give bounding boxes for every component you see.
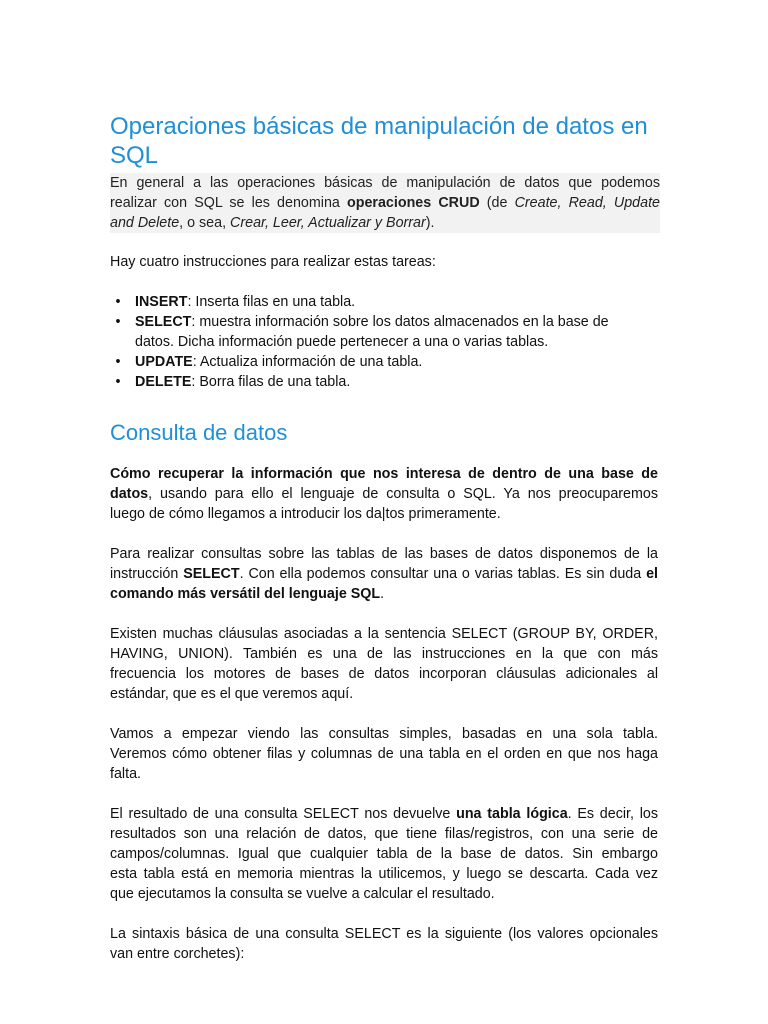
paragraph-text: .: [380, 586, 385, 602]
paragraph-row: falta.: [110, 766, 141, 782]
paragraph-bold: SELECT: [183, 566, 240, 582]
list-item-keyword: UPDATE: [135, 354, 193, 370]
page-title-line-1: Operaciones básicas de manipulación de datos en: [110, 113, 648, 140]
paragraph-bold: el: [646, 566, 658, 582]
paragraph-row: Veremos cómo obtener filas y columnas de una tabla en el orden en que nos haga: [110, 746, 658, 762]
paragraph-bold: datos: [110, 486, 149, 502]
paragraph-text: , usando para ello el lenguaje de consulta o SQL. Ya nos preocuparemos: [148, 486, 658, 502]
intro-italic: Create, Read, Update: [514, 195, 660, 211]
paragraph-row: HAVING, UNION). También es una de las instrucciones en la que con más: [110, 646, 658, 662]
list-item-text: datos. Dicha información puede pertenecer a una o varias tablas.: [135, 334, 549, 350]
paragraph-row: Existen muchas cláusulas asociadas a la sentencia SELECT (GROUP BY, ORDER,: [110, 626, 658, 642]
intro-row: En general a las operaciones básicas de manipulación de datos que podemos: [110, 175, 660, 191]
paragraph-row: [110, 484, 658, 504]
list-item: [110, 372, 658, 392]
intro-text: , o sea,: [179, 215, 231, 231]
paragraph-row: campos/columnas. Igual que cualquier tabla de la base de datos. Sin embargo: [110, 846, 658, 862]
paragraph-bold: una tabla lógica: [456, 806, 568, 822]
paragraph-row: van entre corchetes):: [110, 946, 245, 962]
list-item-keyword: INSERT: [135, 294, 188, 310]
paragraph-bold: comando más versátil del lenguaje SQL: [110, 586, 381, 602]
paragraph-6: [110, 924, 658, 964]
list-item-keyword: DELETE: [135, 374, 192, 390]
paragraph-row: Vamos a empezar viendo las consultas simples, basadas en una sola tabla.: [110, 726, 658, 742]
section-title: Consulta de datos: [110, 420, 288, 445]
list-item-text: : muestra información sobre los datos almacenados en la base de: [191, 314, 609, 330]
paragraph-text: instrucción: [110, 566, 184, 582]
intro-paragraph: [110, 173, 660, 233]
list-item-text: : Inserta filas en una tabla.: [187, 294, 356, 310]
paragraph-row: luego de cómo llegamos a introducir los da|tos primeramente.: [110, 506, 501, 522]
intro-italic: and Delete: [110, 215, 180, 231]
intro-row: [110, 213, 660, 233]
bullet-icon: •: [115, 354, 121, 370]
list-item: [110, 312, 658, 352]
list-item: [110, 292, 658, 312]
bullet-icon: •: [115, 294, 121, 310]
page-title-line-2: SQL: [110, 142, 159, 169]
paragraph-4: [110, 724, 658, 784]
paragraph-row: estándar, que es el que veremos aquí.: [110, 686, 354, 702]
paragraph-row: La sintaxis básica de una consulta SELECT es la siguiente (los valores opcionales: [110, 926, 658, 942]
paragraph-2: [110, 544, 658, 604]
instruction-list: [110, 292, 658, 392]
document-page: [110, 112, 658, 964]
paragraph-bold: Cómo recuperar la información que nos interesa de dentro de una base de: [110, 466, 658, 482]
intro-row: [110, 193, 660, 213]
list-item-keyword: SELECT: [135, 314, 192, 330]
paragraph-text: El resultado de una consulta SELECT nos devuelve: [110, 806, 457, 822]
paragraph-row: frecuencia los motores de bases de datos incorporan cláusulas adicionales al: [110, 666, 658, 682]
paragraph-1: [110, 464, 658, 524]
paragraph-row: que ejecutamos la consulta se vuelve a calcular el resultado.: [110, 886, 495, 902]
intro-text: ).: [425, 215, 435, 231]
paragraph-text: . Es decir, los: [567, 806, 658, 822]
intro-italic: Crear, Leer, Actualizar y Borrar: [230, 215, 426, 231]
intro-bold: operaciones CRUD: [346, 195, 480, 211]
paragraph-row: [110, 584, 658, 604]
paragraph-row: [110, 464, 658, 484]
paragraph-3: [110, 624, 658, 704]
paragraph-text: . Con ella podemos consultar una o varias tablas. Es sin duda: [239, 566, 647, 582]
list-item-text: : Actualiza información de una tabla.: [192, 354, 423, 370]
paragraph-row: [110, 564, 658, 584]
paragraph-row: esta tabla está en memoria mientras la utilicemos, y luego se descarta. Cada vez: [110, 866, 658, 882]
page-title: [110, 112, 658, 170]
paragraph-row: resultados son una relación de datos, que tiene filas/registros, con una serie de: [110, 826, 658, 842]
intro-text: realizar con SQL se les denomina: [110, 195, 347, 211]
list-item: [110, 352, 658, 372]
paragraph-5: [110, 804, 658, 904]
intro-text: (de: [479, 195, 515, 211]
paragraph-row: [110, 804, 658, 824]
list-item-text: : Borra filas de una tabla.: [191, 374, 351, 390]
bullet-icon: •: [115, 314, 121, 330]
bullet-icon: •: [115, 374, 121, 390]
paragraph-row: Para realizar consultas sobre las tablas de las bases de datos disponemos de la: [110, 546, 658, 562]
lead-paragraph: Hay cuatro instrucciones para realizar estas tareas:: [110, 254, 436, 270]
